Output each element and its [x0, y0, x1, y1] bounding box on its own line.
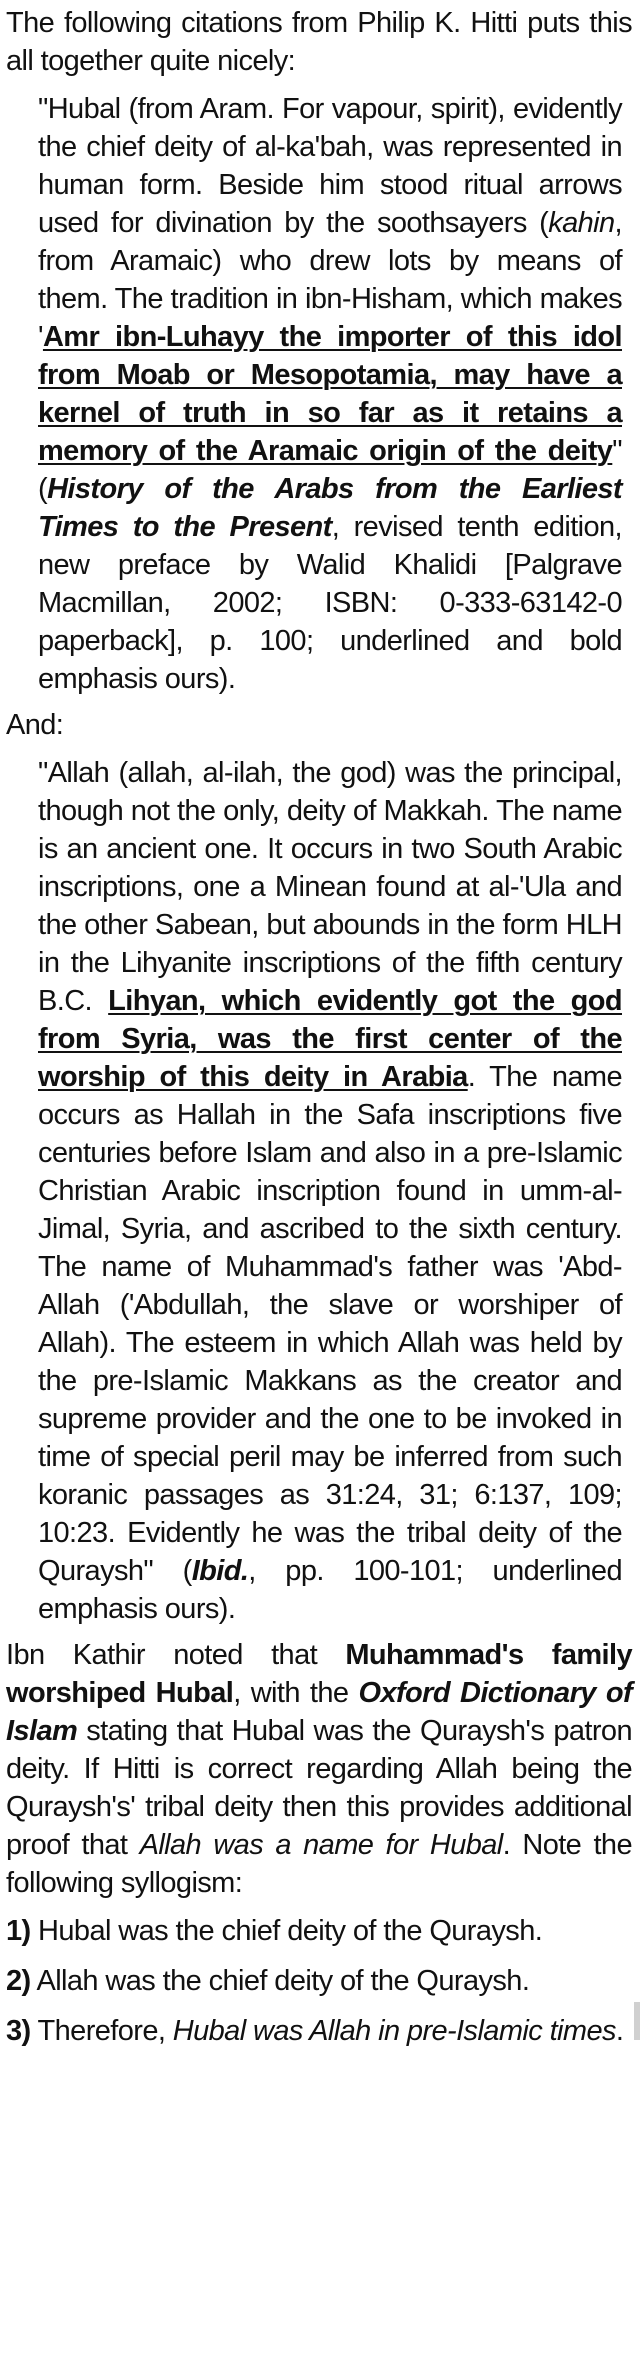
premise-text: Allah was the chief deity of the Quraysh. — [30, 1965, 530, 1997]
hitti-quote-2 — [38, 754, 622, 1628]
premise-number: 2) — [6, 1965, 31, 1997]
premise-number: 1) — [6, 1915, 31, 1947]
conclusion-bold: Muhammad's family worshiped Hubal — [6, 1639, 632, 1709]
intro-paragraph — [6, 4, 632, 80]
conclusion-paragraph — [6, 1636, 632, 1902]
quote1-text-3: " ( — [38, 435, 622, 505]
syllogism-premise-2 — [6, 1962, 632, 2000]
hitti-quote-1 — [38, 90, 622, 698]
conclusion-text-3: stating that Hubal was the Quraysh's patron deity. If Hitti is correct regarding Allah being the Quraysh's' tribal deity then this provides additional proof that — [6, 1715, 632, 1861]
quote2-text-2: . The name occurs as Hallah in the Safa inscriptions five centuries before Islam and also in a pre-Islamic Christian Arabic inscription found in umm-al-Jimal, Syria, and ascribed to the sixth century. The name of Muhammad's father was 'Abd-Allah ('Abdullah, the slave or worshiper of Allah). The esteem in which Allah was held by the pre-Islamic Makkans as the creator and supreme provider and the one to be invoked in time of special peril may be inferred from such koranic passages as 31:24, 31; 6:137, 109; 10:23. Evidently he was the tribal deity of the Quraysh" ( — [38, 1061, 622, 1587]
premise-text: Hubal was the chief deity of the Quraysh. — [30, 1915, 543, 1947]
conclusion-text-4: . Note the following syllogism: — [6, 1829, 632, 1899]
book-title: History of the Arabs from the Earliest Times to the Present — [38, 473, 622, 543]
syllogism-conclusion — [6, 2012, 632, 2050]
intro-text: The following citations from Philip K. Hitti puts this all together quite nicely: — [6, 7, 632, 77]
quote1-text: "Hubal (from Aram. For vapour, spirit), evidently the chief deity of al-ka'bah, was represented in human form. Beside him stood ritual arrows used for divination by the soothsayers ( — [38, 93, 622, 239]
quote1-text-2: , from Aramaic) who drew lots by means of them. The tradition in ibn-Hisham, which makes ' — [38, 207, 622, 353]
quote1-citation: , revised tenth edition, new preface by Walid Khalidi [Palgrave Macmillan, 2002; ISBN: 0-333-63142-0 paperback], p. 100; underlined and bold emphasis ours). — [38, 511, 623, 695]
connector-paragraph — [6, 706, 632, 744]
conclusion-italic: Allah was a name for Hubal — [139, 1829, 503, 1861]
conclusion-end: . — [615, 2015, 624, 2047]
conclusion-text: Ibn Kathir noted that — [6, 1639, 346, 1671]
syllogism-premise-1 — [6, 1912, 632, 1950]
quote2-citation: , pp. 100-101; underlined emphasis ours). — [38, 1555, 622, 1625]
conclusion-number: 3) — [6, 2015, 31, 2047]
quote1-kahin: kahin — [548, 207, 615, 239]
scrollbar-thumb[interactable] — [634, 2002, 640, 2040]
conclusion-italic-text: Hubal was Allah in pre-Islamic times — [172, 2015, 616, 2047]
conclusion-lead-text: Therefore, — [30, 2015, 173, 2047]
conclusion-text-2: , with the — [233, 1677, 359, 1709]
quote1-emphasis: Amr ibn-Luhayy the importer of this idol from Moab or Mesopotamia, may have a kernel of truth in so far as it retains a memory of the Aramaic origin of the deity — [38, 321, 622, 467]
connector-text: And: — [6, 709, 64, 741]
quote2-text: "Allah (allah, al-ilah, the god) was the principal, though not the only, deity of Makkah. The name is an ancient one. It occurs in two South Arabic inscriptions, one a Minean found at al-'Ula and the other Sabean, but abounds in the form HLH in the Lihyanite inscriptions of the fifth century B.C. — [38, 757, 622, 1017]
quote2-emphasis: Lihyan, which evidently got the god from Syria, was the first center of the worship of this deity in Arabia — [38, 985, 622, 1093]
ibid-reference: Ibid. — [191, 1555, 249, 1587]
oxford-dictionary-title: Oxford Dictionary of Islam — [6, 1677, 633, 1747]
